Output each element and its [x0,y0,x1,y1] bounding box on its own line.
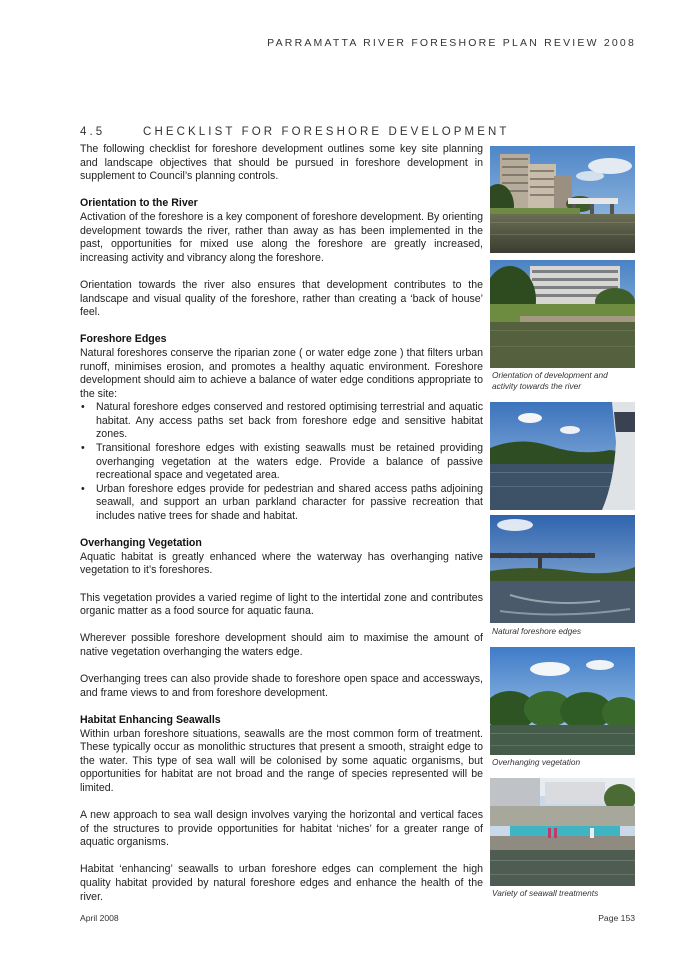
list-item: • Natural foreshore edges conserved and restored optimising terrestrial and aquatic habitat. Any access paths set back from foreshore edge and sensitive habitat zones. [80,401,483,442]
intro-paragraph: The following checklist for foreshore development outlines some key site planning and landscape objectives that should be pursued in foreshore development in supplement to Council’s planning controls. [80,143,483,183]
caption-orientation: Orientation of development and activity towards the river [492,370,608,391]
caption-overhanging: Overhanging vegetation [492,757,581,767]
main-text-column [80,143,483,904]
list-item: • Transitional foreshore edges with existing seawalls must be retained providing overhanging vegetation at the waters edge. Provide a balance of passive recreational space and vegetated area. [80,442,483,483]
vegetation-paragraph-3: Wherever possible foreshore development should aim to maximise the amount of native vegetation overhanging the waters edge. [80,632,483,658]
vegetation-paragraph-2: This vegetation provides a varied regime of light to the intertidal zone and contributes organic matter as a food source for aquatic fauna. [80,591,483,618]
overhanging-vegetation-heading: Overhanging Vegetation [80,537,202,550]
footer-date: April 2008 [80,913,119,923]
seawalls-heading: Habitat Enhancing Seawalls [80,713,221,726]
photo-apartments-river [490,260,635,368]
seawalls-paragraph-3: Habitat ‘enhancing’ seawalls to urban foreshore edges can complement the high quality habitat provided by natural foreshore edges and enhance the health of the river. [80,863,483,903]
caption-seawall: Variety of seawall treatments [492,888,599,898]
running-header: PARRAMATTA RIVER FORESHORE PLAN REVIEW 2008 [267,37,636,49]
photo-overhanging-vegetation [490,647,635,755]
photo-natural-river [490,402,635,510]
list-item: • Urban foreshore edges provide for pedestrian and shared access paths adjoining seawall, and support an urban parkland character for passive recreation that includes native trees for shade and habitat. [80,483,483,524]
photo-river-bridge [490,515,635,623]
vegetation-paragraph-4: Overhanging trees can also provide shade to foreshore open space and accessways, and frame views to and from foreshore development. [80,673,483,699]
orientation-paragraph-2: Orientation towards the river also ensures that development contributes to the landscape and visual quality of the foreshore, rather than creating a ‘back of house’ feel. [80,278,483,319]
orientation-paragraph-1: Activation of the foreshore is a key component of foreshore development. By orienting development towards the river, rather than away as has been implemented in the past, opportunities for mixed use along the foreshore are greatly increased, increasing activity and vibrancy along the foreshore. [80,210,483,264]
footer-page-number: Page 153 [598,913,635,923]
vegetation-paragraph-1: Aquatic habitat is greatly enhanced where the waterway has overhanging native vegetation to it’s foreshores. [80,550,483,577]
foreshore-edges-list [80,401,483,523]
orientation-heading: Orientation to the River [80,197,198,210]
caption-natural-edges: Natural foreshore edges [492,626,582,636]
photo-seawall-treatments [490,778,635,886]
photo-riverside-development [490,146,635,253]
foreshore-edges-paragraph: Natural foreshores conserve the riparian zone ( or water edge zone ) that filters urban runoff, minimises erosion, and promotes a healthy aquatic environment. Foreshore development should aim to achieve a balance of water edge conditions appropriate to the site: [80,346,483,400]
foreshore-edges-heading: Foreshore Edges [80,333,167,346]
seawalls-paragraph-1: Within urban foreshore situations, seawalls are the most common form of treatment. These typically occur as monolithic structures that present a smooth, straight edge to the water. This type of sea wall will be colonised by some aquatic organisms, but opportunities for habitat are not broad and the range of species represented will be limited. [80,727,483,794]
section-title: 4.5 CHECKLIST FOR FORESHORE DEVELOPMENT [80,126,510,138]
seawalls-paragraph-2: A new approach to sea wall design involves varying the horizontal and vertical faces of the structures to provide opportunities for habitat ‘niches’ for a greater range of aquatic organisms. [80,809,483,849]
